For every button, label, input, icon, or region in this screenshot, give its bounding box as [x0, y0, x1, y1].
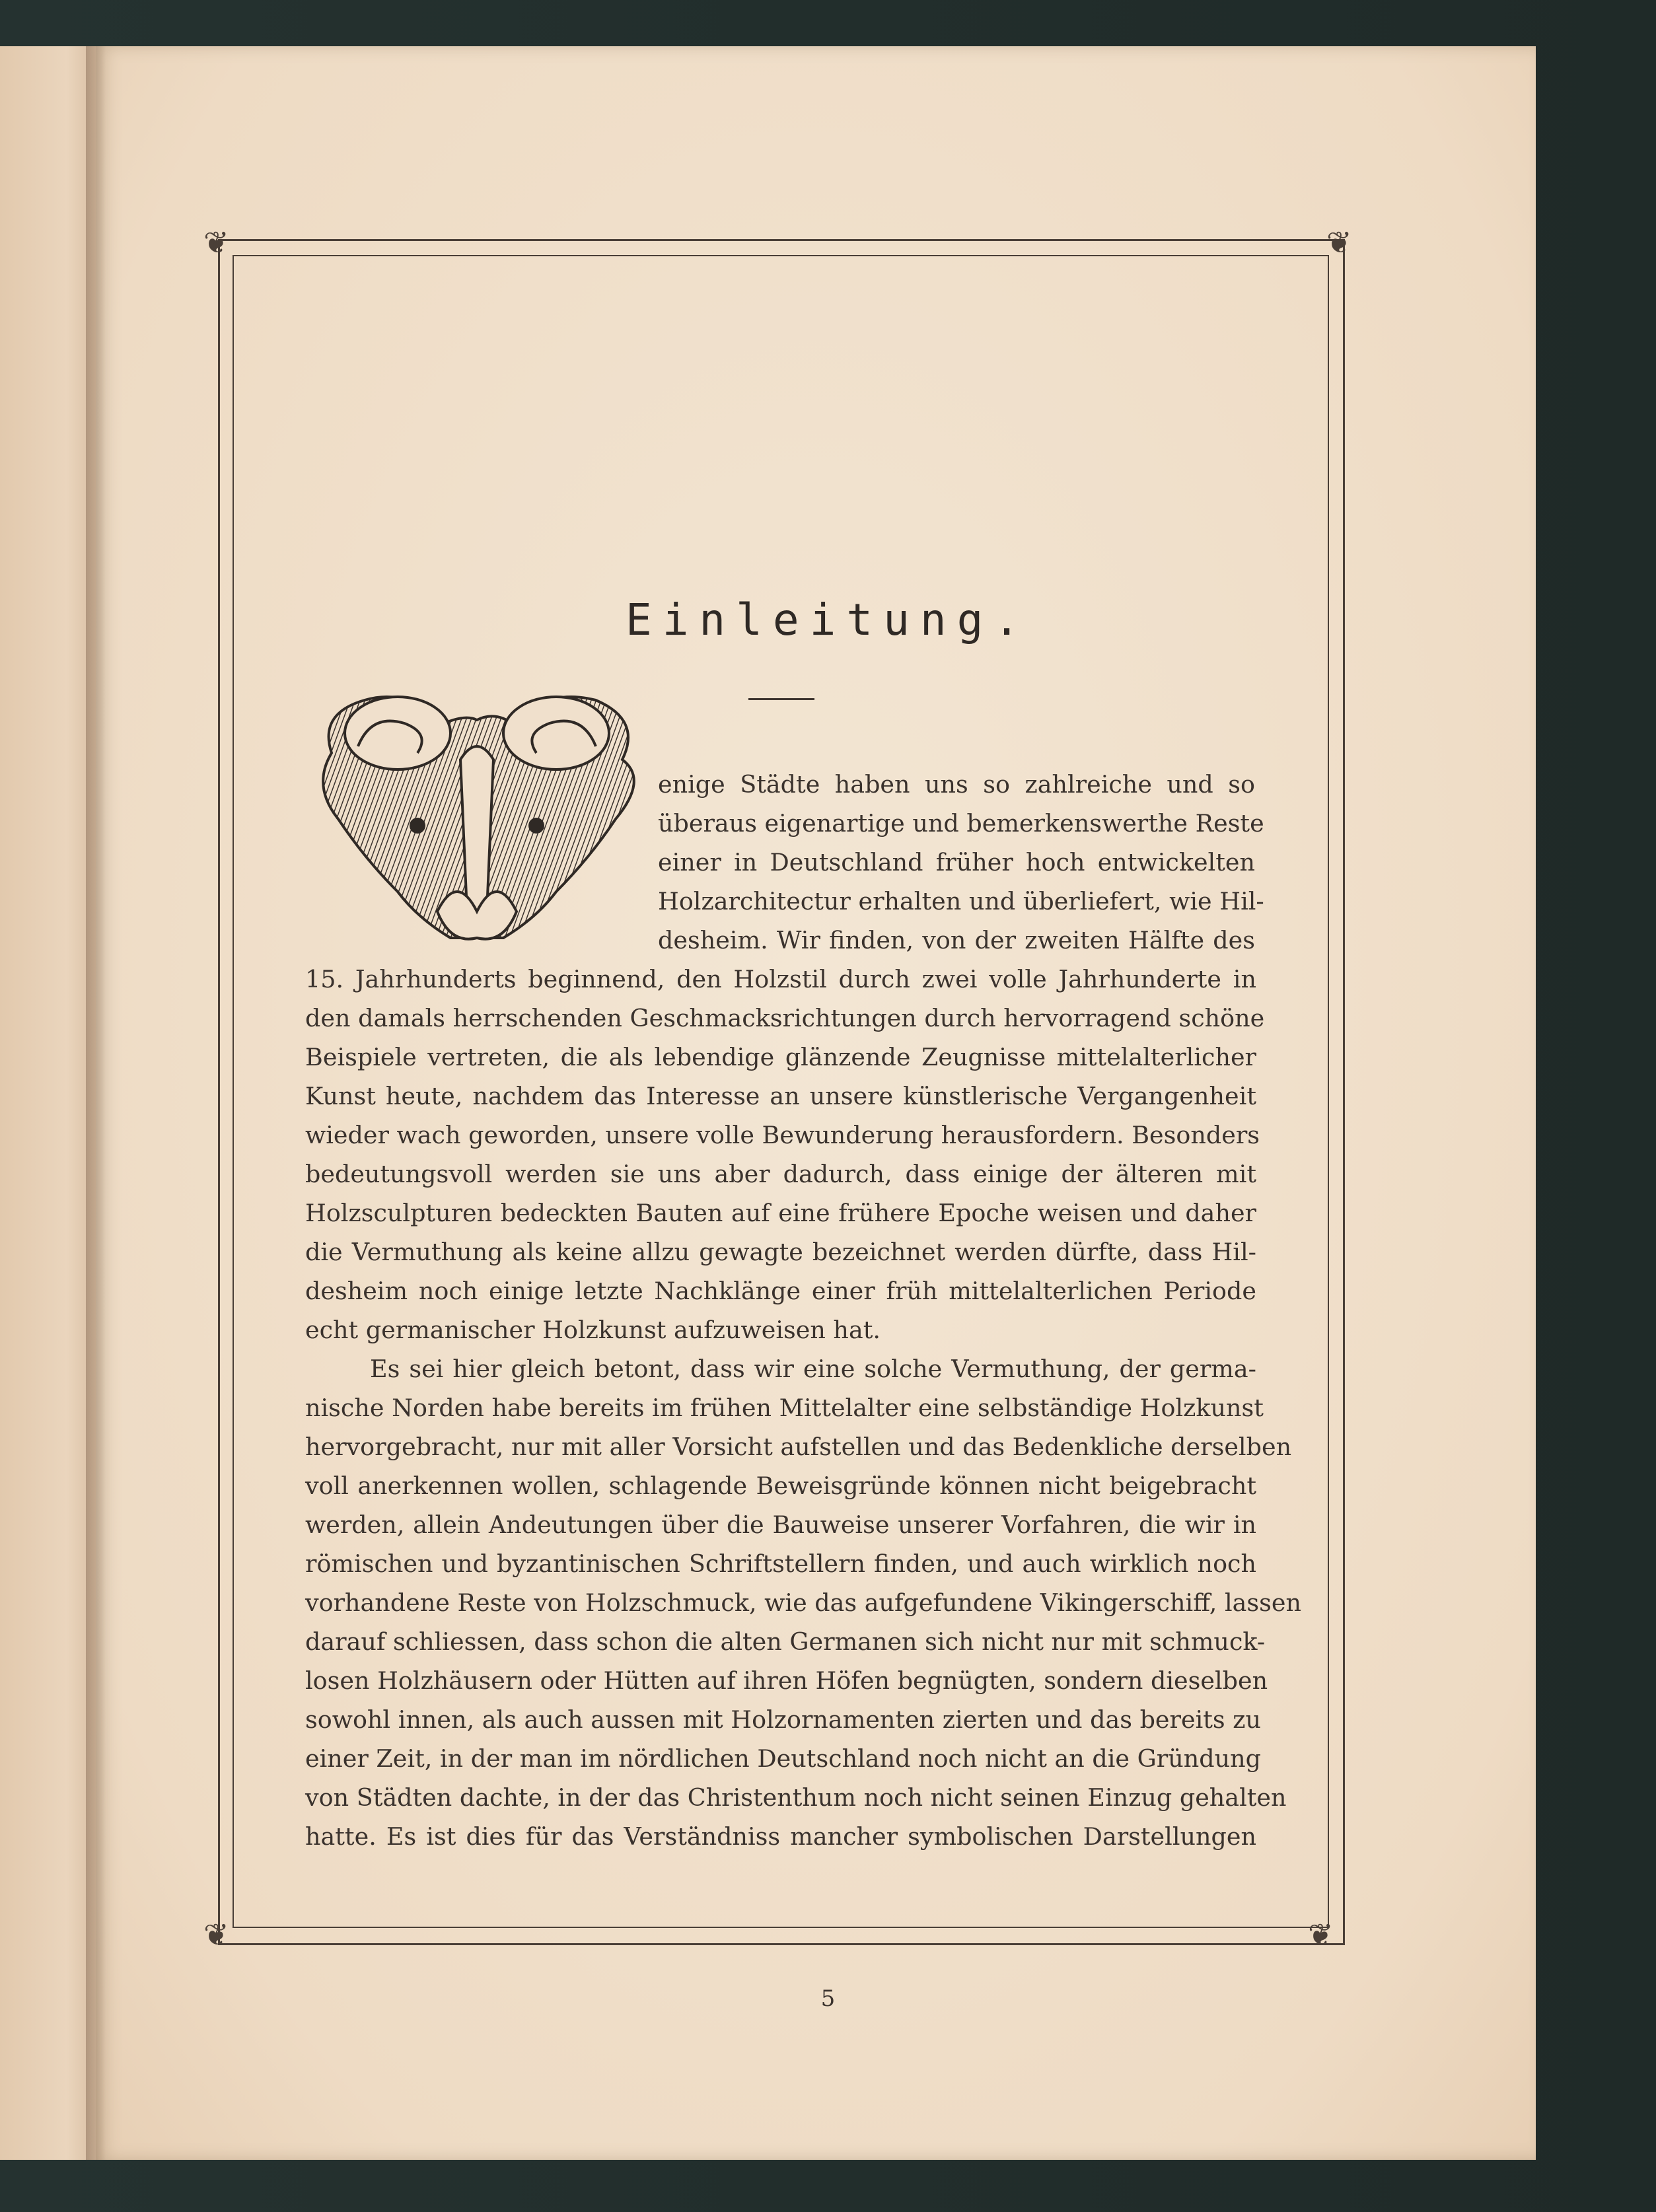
left-page-edge — [0, 46, 98, 2160]
text-line: einer Zeit, in der man im nördlichen Deutschland noch nicht an die Gründung — [305, 1744, 1261, 1773]
text-line: nische Norden habe bereits im frühen Mittelalter eine selbständige Holzkunst — [305, 1394, 1264, 1422]
text-line: überaus eigenartige und bemerkenswerthe Reste — [658, 809, 1264, 838]
text-line: darauf schliessen, dass schon die alten Germanen sich nicht nur mit schmuck- — [305, 1627, 1266, 1656]
text-line: 15. Jahrhunderts beginnend, den Holzstil durch zwei volle Jahrhunderte in — [305, 965, 1256, 993]
text-line: werden, allein Andeutungen über die Bauweise unserer Vorfahren, die wir in — [305, 1511, 1256, 1539]
page-number: 5 — [820, 1985, 836, 2012]
corner-ornament-bottom-left: ❦ — [203, 1917, 229, 1952]
corner-ornament-top-right: ❦ — [1326, 225, 1352, 260]
text-line: hatte. Es ist dies für das Verständniss mancher symbolischen Darstellungen — [305, 1822, 1256, 1851]
corner-ornament-bottom-right: ❦ — [1308, 1917, 1334, 1952]
corner-ornament-top-left: ❦ — [203, 225, 229, 260]
text-line: Beispiele vertreten, die als lebendige glänzende Zeugnisse mittelalterlicher — [305, 1043, 1256, 1071]
text-line: echt germanischer Holzkunst aufzuweisen hat. — [305, 1316, 881, 1344]
text-line: von Städten dachte, in der das Christenthum noch nicht seinen Einzug gehalten — [305, 1783, 1287, 1812]
text-line: den damals herrschenden Geschmacksrichtungen durch hervorragend schöne — [305, 1004, 1265, 1032]
text-line: desheim noch einige letzte Nachklänge einer früh mittelalterlichen Periode — [305, 1277, 1256, 1305]
text-line: die Vermuthung als keine allzu gewagte bezeichnet werden dürfte, dass Hil- — [305, 1238, 1256, 1266]
page-title: Einleitung. — [625, 594, 1031, 645]
text-line: vorhandene Reste von Holzschmuck, wie das aufgefundene Vikingerschiff, lassen — [305, 1588, 1301, 1617]
text-line: voll anerkennen wollen, schlagende Beweisgründe können nicht beigebracht — [305, 1472, 1256, 1500]
text-line: Kunst heute, nachdem das Interesse an unsere künstlerische Vergangenheit — [305, 1082, 1256, 1110]
title-rule — [748, 698, 814, 700]
text-line: Holzsculpturen bedeckten Bauten auf eine frühere Epoche weisen und daher — [305, 1199, 1256, 1227]
text-line: Es sei hier gleich betont, dass wir eine solche Vermuthung, der germa- — [370, 1355, 1256, 1383]
text-line: losen Holzhäusern oder Hütten auf ihren Höfen begnügten, sondern dieselben — [305, 1666, 1268, 1695]
text-line: enige Städte haben uns so zahlreiche und so — [658, 770, 1255, 799]
text-line: desheim. Wir finden, von der zweiten Hälfte des — [658, 926, 1255, 954]
text-line: römischen und byzantinischen Schriftstellern finden, und auch wirklich noch — [305, 1550, 1256, 1578]
text-line: Holzarchitectur erhalten und überliefert, wie Hil- — [658, 887, 1264, 915]
text-line: wieder wach geworden, unsere volle Bewunderung herausfordern. Besonders — [305, 1121, 1260, 1149]
text-line: hervorgebracht, nur mit aller Vorsicht aufstellen und das Bedenkliche derselben — [305, 1433, 1292, 1461]
text-line: sowohl innen, als auch aussen mit Holzornamenten zierten und das bereits zu — [305, 1705, 1261, 1734]
text-line: bedeutungsvoll werden sie uns aber dadurch, dass einige der älteren mit — [305, 1160, 1256, 1188]
text-line: einer in Deutschland früher hoch entwickelten — [658, 848, 1255, 876]
gutter-shadow — [86, 46, 106, 2160]
acanthus-drop-cap-ornament — [305, 674, 649, 951]
